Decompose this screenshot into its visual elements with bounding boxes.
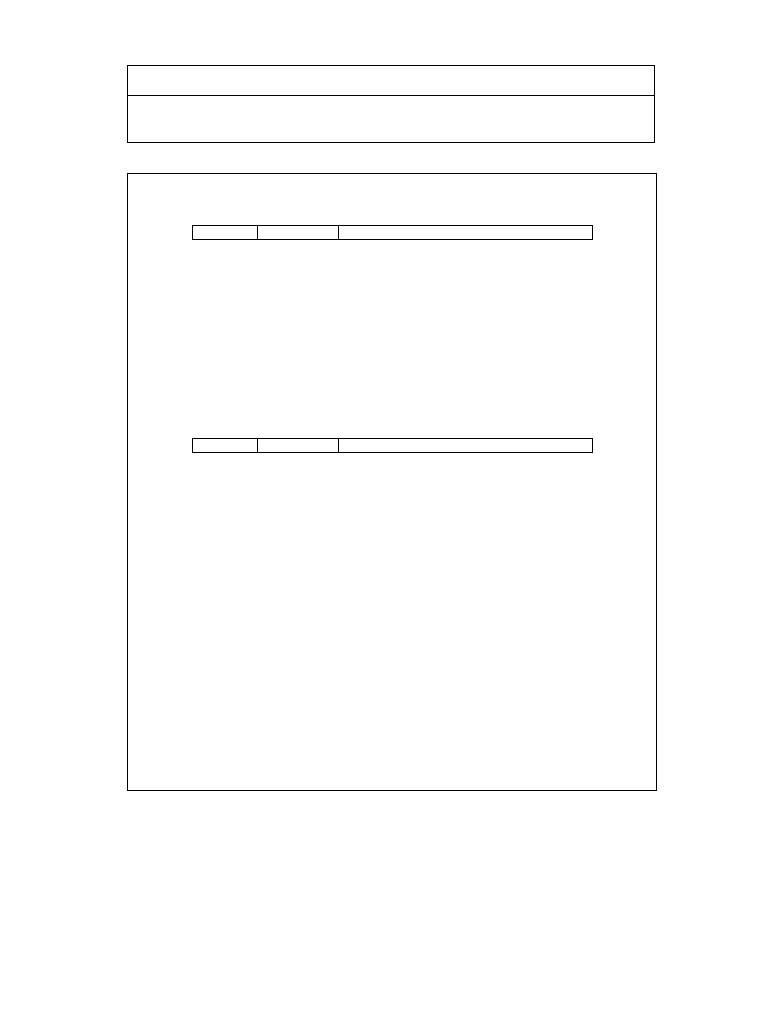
header-und-medida xyxy=(258,226,339,240)
labor-equipment-table xyxy=(192,438,593,453)
header-und-medida xyxy=(258,439,339,453)
header-box xyxy=(127,65,655,143)
header-cantidad xyxy=(193,226,258,240)
company-name xyxy=(128,66,654,96)
header-elemento xyxy=(339,439,593,453)
project-description xyxy=(128,96,654,103)
header-cantidad xyxy=(193,439,258,453)
header-elemento xyxy=(339,226,593,240)
epp-container xyxy=(127,173,657,791)
technical-equipment-table xyxy=(192,225,593,240)
